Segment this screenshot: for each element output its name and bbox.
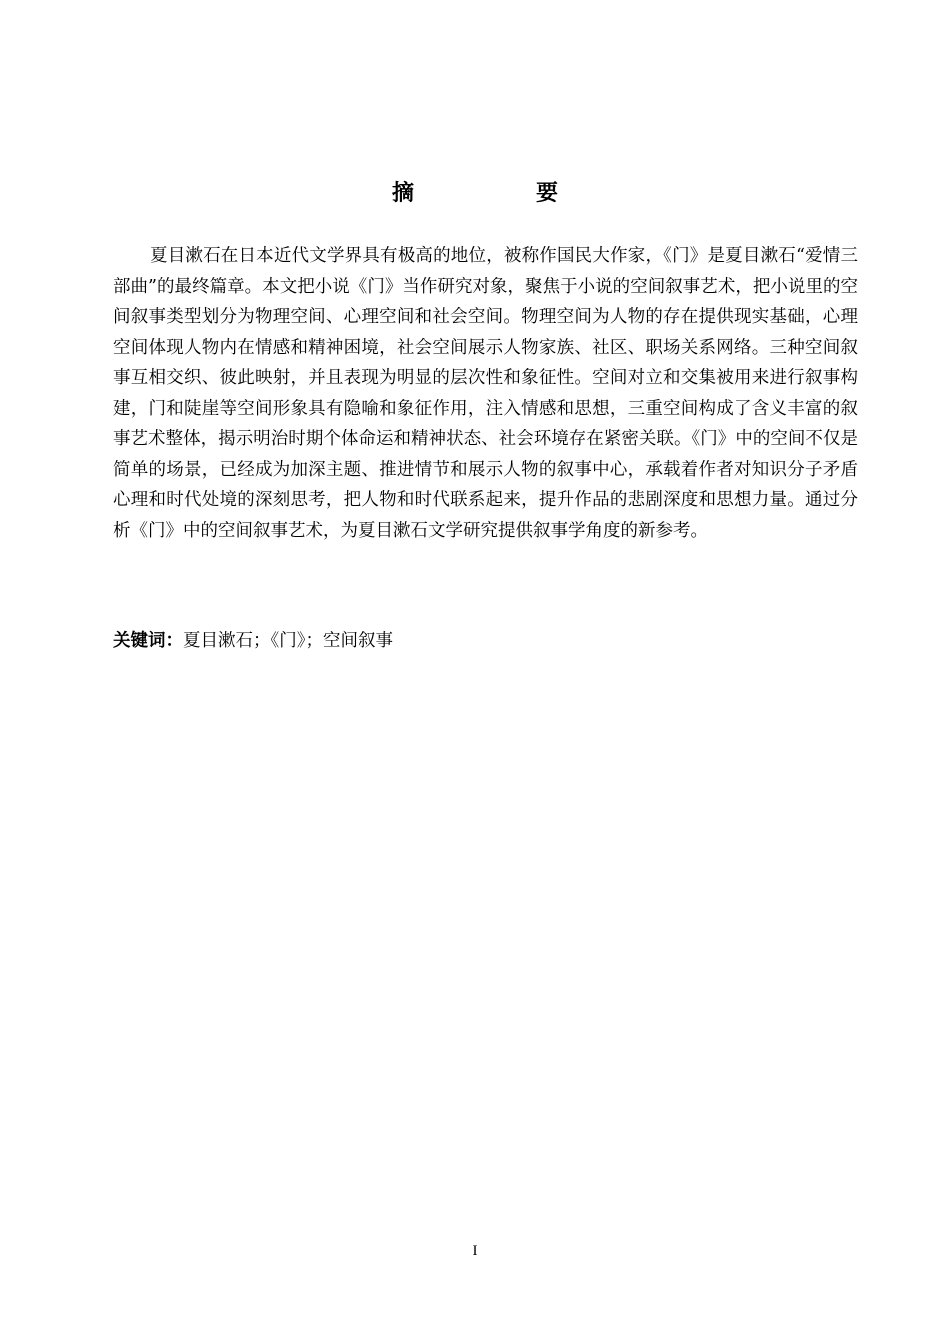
page-number: I bbox=[472, 1243, 478, 1259]
keywords-value: 夏目漱石；《门》；空间叙事 bbox=[183, 631, 393, 651]
abstract-body: 夏目漱石在日本近代文学界具有极高的地位，被称作国民大作家，《门》是夏目漱石“爱情三部曲”的最终篇章。本文把小说《门》当作研究对象，聚焦于小说的空间叙事艺术，把小说里的空间叙事类型划分为物理空间、心理空间和社会空间。物理空间为人物的存在提供现实基础，心理空间体现人物内在情感和精神困境，社会空间展示人物家族、社区、职场关系网络。三种空间叙事互相交织、彼此映射，并且表现为明显的层次性和象征性。空间对立和交集被用来进行叙事构建，门和陡崖等空间形象具有隐喻和象征作用，注入情感和思想，三重空间构成了含义丰富的叙事艺术整体，揭示明治时期个体命运和精神状态、社会环境存在紧密关联。《门》中的空间不仅是简单的场景，已经成为加深主题、推进情节和展示人物的叙事中心，承载着作者对知识分子矛盾心理和时代处境的深刻思考，把人物和时代联系起来，提升作品的悲剧深度和思想力量。通过分析《门》中的空间叙事艺术，为夏目漱石文学研究提供叙事学角度的新参考。 bbox=[113, 246, 858, 541]
abstract-heading: 摘 要 bbox=[391, 181, 608, 206]
keywords-label: 关键词： bbox=[113, 631, 183, 651]
keywords-line bbox=[113, 626, 858, 656]
